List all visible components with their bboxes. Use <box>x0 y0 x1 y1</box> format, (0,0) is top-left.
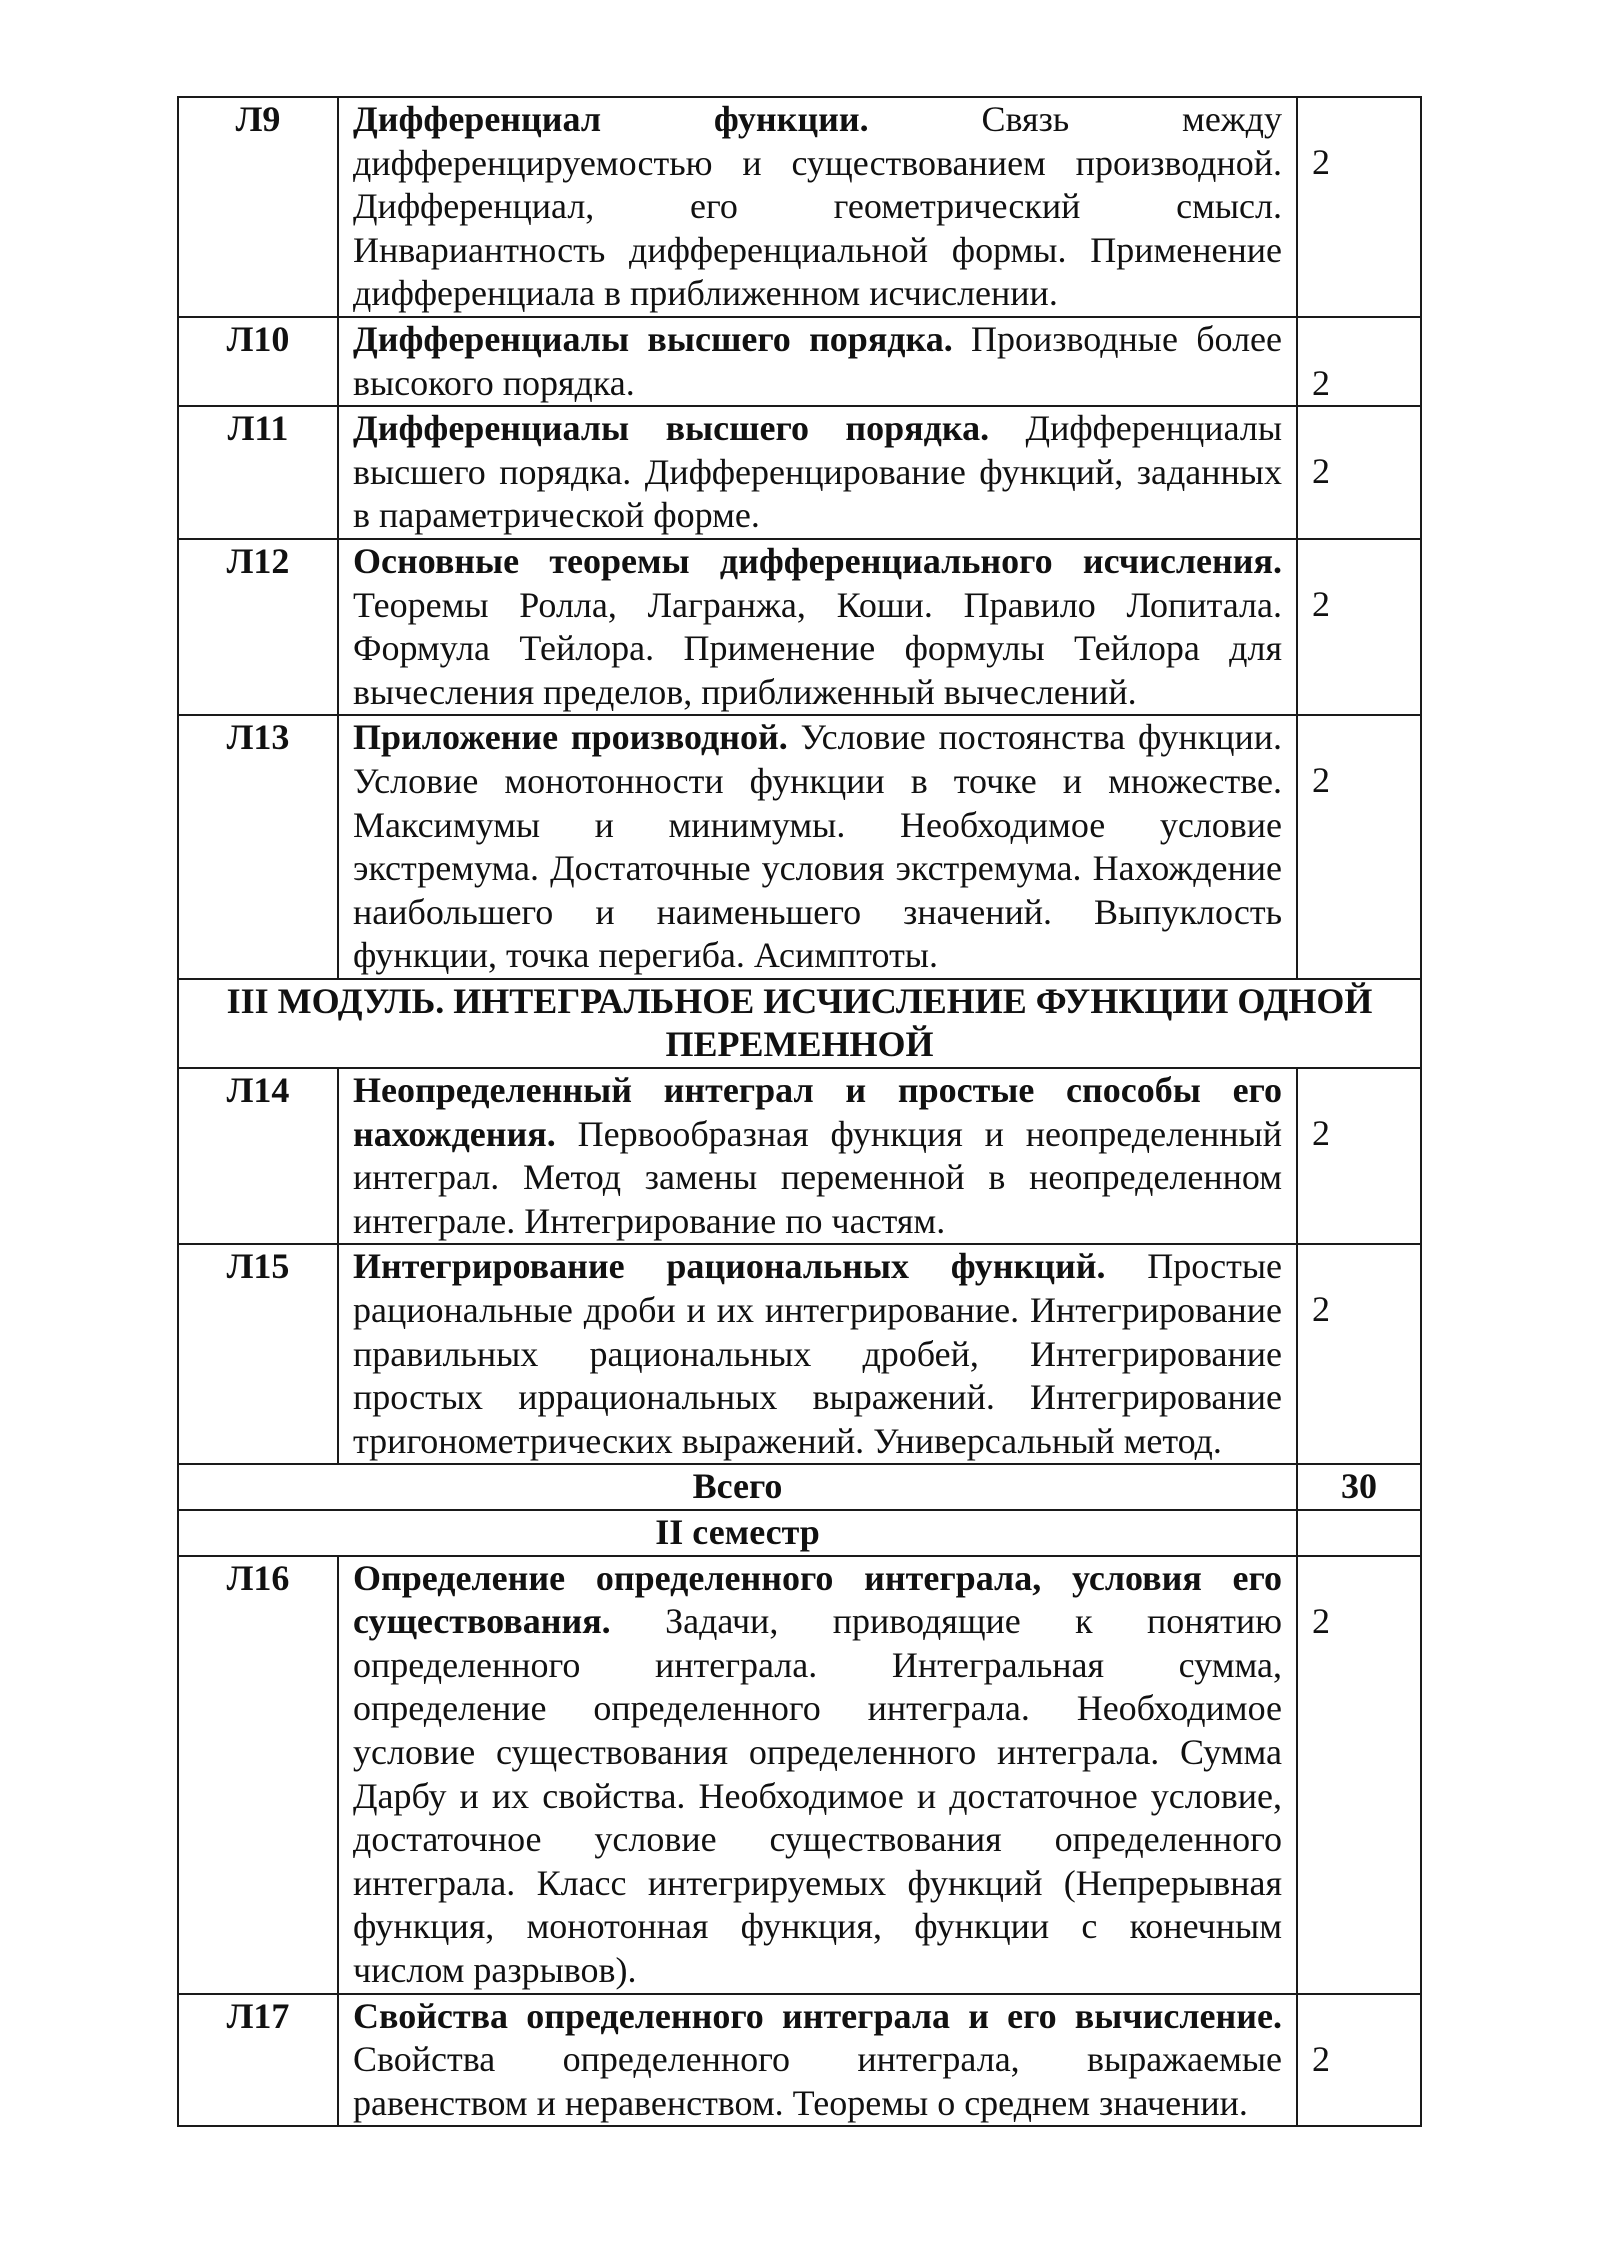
lecture-title: Свойства определенного интеграла и его вычисление. <box>353 1995 1282 2036</box>
lecture-description: Производные более высокого порядка. <box>353 318 1282 403</box>
table-row <box>178 1244 1421 1464</box>
semester-hours-empty <box>1297 1510 1421 1556</box>
lecture-hours: 2 <box>1297 406 1421 539</box>
lecture-hours: 2 <box>1297 1244 1421 1464</box>
table-row <box>178 1994 1421 2127</box>
lecture-number: Л12 <box>178 539 338 715</box>
lecture-title: Приложение производной. <box>353 717 788 758</box>
table-row <box>178 539 1421 715</box>
table-row <box>178 406 1421 539</box>
lecture-title: Дифференциалы высшего порядка. <box>353 408 990 449</box>
lecture-hours: 2 <box>1297 97 1421 317</box>
table-row <box>178 715 1421 979</box>
lecture-description: Связь между дифференцируемостью и существованием производной. Дифференциал, его геометрический смысл. Инвариантность дифференциальной формы. Применение дифференциала в приближенном исчислении. <box>353 99 1282 314</box>
lecture-hours: 2 <box>1297 715 1421 979</box>
lecture-number: Л17 <box>178 1994 338 2127</box>
lecture-content <box>338 317 1297 406</box>
total-row <box>178 1464 1421 1510</box>
lecture-number: Л10 <box>178 317 338 406</box>
lecture-hours: 2 <box>1297 317 1421 406</box>
lecture-title: Определение определенного интеграла, условия его существования. <box>353 1557 1282 1642</box>
table-row <box>178 317 1421 406</box>
table-row <box>178 1068 1421 1244</box>
lecture-title: Основные теоремы дифференциального исчисления. <box>353 540 1282 581</box>
lecture-content <box>338 97 1297 317</box>
module-title: III МОДУЛЬ. ИНТЕГРАЛЬНОЕ ИСЧИСЛЕНИЕ ФУНКЦИИ ОДНОЙ ПЕРЕМЕННОЙ <box>178 979 1421 1068</box>
lecture-hours: 2 <box>1297 1994 1421 2127</box>
lecture-description: Задачи, приводящие к понятию определенного интеграла. Интегральная сумма, определение определенного интеграла. Необходимое условие существования определенного интеграла. Сумма Дарбу и их свойства. Необходимое и достаточное условие, достаточное условие существования определенного интеграла. Класс интегрируемых функций (Непрерывная функция, монотонная функция, функции с конечным числом разрывов). <box>353 1601 1283 1990</box>
lecture-number: Л15 <box>178 1244 338 1464</box>
lecture-hours: 2 <box>1297 1556 1421 1994</box>
lecture-description: Дифференциалы высшего порядка. Дифференцирование функций, заданных в параметрической форме. <box>353 408 1283 536</box>
table-row <box>178 1556 1421 1994</box>
lecture-title: Неопределенный интеграл и простые способы его нахождения. <box>353 1070 1282 1154</box>
lecture-number: Л13 <box>178 715 338 979</box>
lecture-content <box>338 1068 1297 1244</box>
lecture-content <box>338 1244 1297 1464</box>
lecture-title: Дифференциалы высшего порядка. <box>353 318 953 359</box>
lecture-number: Л11 <box>178 406 338 539</box>
lecture-number: Л14 <box>178 1068 338 1244</box>
lecture-description: Первообразная функция и неопределенный интеграл. Метод замены переменной в неопределенном интеграле. Интегрирование по частям. <box>353 1113 1282 1241</box>
lecture-description: Условие постоянства функции. Условие монотонности функции в точке и множестве. Максимумы и минимумы. Необходимое условие экстремума. Достаточные условия экстремума. Нахождение наибольшего и наименьшего значений. Выпуклость функции, точка перегиба. Асимптоты. <box>353 717 1282 976</box>
semester-title: II семестр <box>178 1510 1297 1556</box>
total-label: Всего <box>178 1464 1297 1510</box>
lecture-number: Л16 <box>178 1556 338 1994</box>
section-row <box>178 979 1421 1068</box>
lecture-title: Интегрирование рациональных функций. <box>353 1246 1106 1287</box>
lecture-content <box>338 539 1297 715</box>
lecture-plan-table <box>177 96 1422 2127</box>
lecture-description: Теоремы Ролла, Лагранжа, Коши. Правило Лопитала. Формула Тейлора. Применение формулы Тейлора для вычесления пределов, приближенный вычеслений. <box>353 584 1282 712</box>
lecture-content <box>338 1556 1297 1994</box>
lecture-hours: 2 <box>1297 539 1421 715</box>
lecture-hours: 2 <box>1297 1068 1421 1244</box>
lecture-number: Л9 <box>178 97 338 317</box>
semester-row <box>178 1510 1421 1556</box>
lecture-content <box>338 406 1297 539</box>
lecture-description: Простые рациональные дроби и их интегрирование. Интегрирование правильных рациональных дробей, Интегрирование простых иррациональных выражений. Интегрирование тригонометрических выражений. Универсальный метод. <box>353 1246 1282 1461</box>
table-row <box>178 97 1421 317</box>
lecture-content <box>338 715 1297 979</box>
lecture-title: Дифференциал функции. <box>353 99 869 139</box>
lecture-description: Свойства определенного интеграла, выражаемые равенством и неравенством. Теоремы о среднем значении. <box>353 2039 1282 2123</box>
lecture-content <box>338 1994 1297 2127</box>
total-hours: 30 <box>1297 1464 1421 1510</box>
